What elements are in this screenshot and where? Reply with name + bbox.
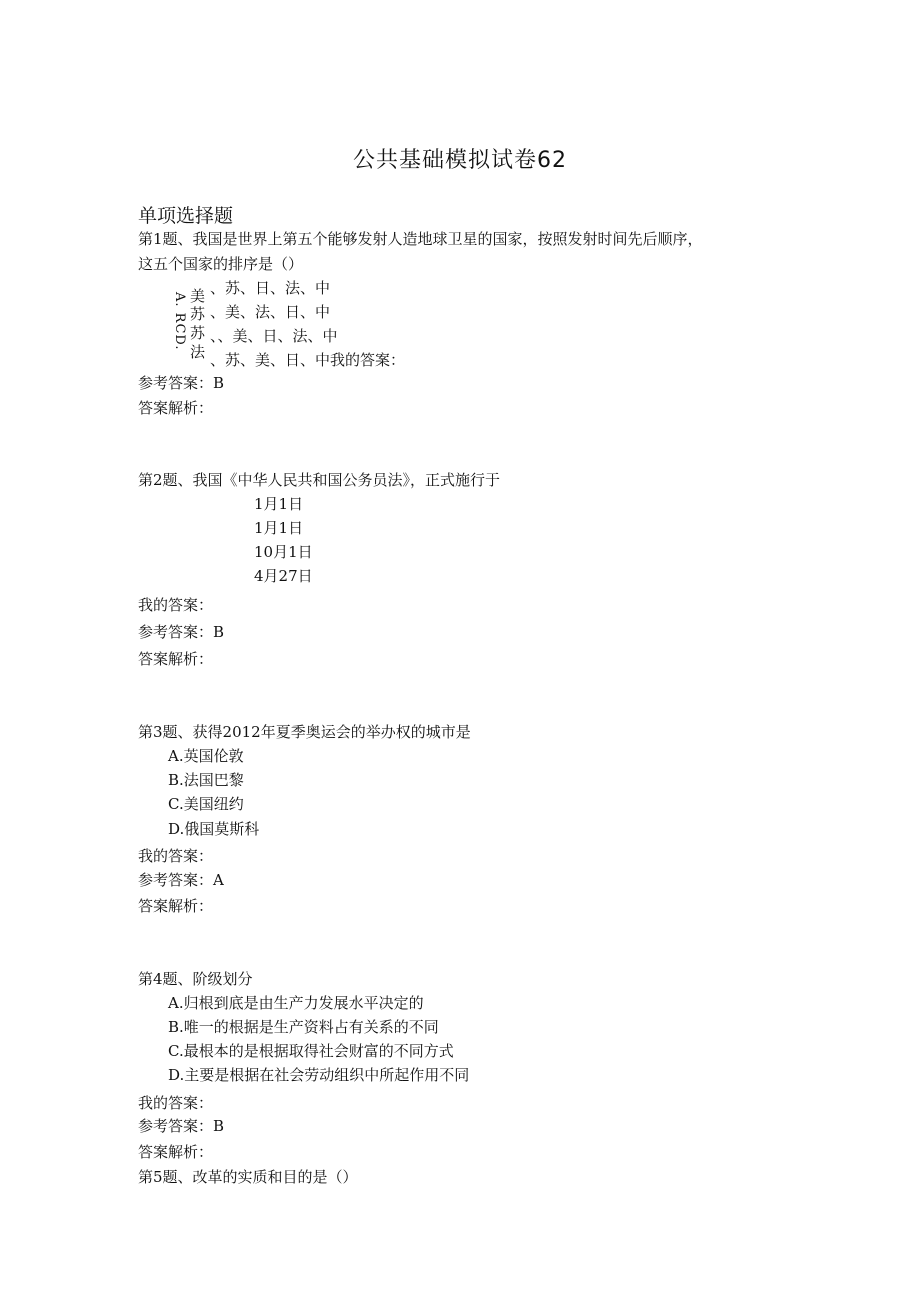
q4-ref-answer: 参考答案：B — [138, 1117, 225, 1135]
q1-option: 、苏、日、法、中 — [210, 279, 331, 297]
q4-explanation: 答案解析： — [138, 1143, 214, 1161]
q5-stem: 第5题、改革的实质和目的是（） — [138, 1168, 358, 1186]
q4-my-answer: 我的答案： — [138, 1094, 214, 1112]
q1-ref-answer: 参考答案：B — [138, 374, 225, 392]
q1-option-first-char: 法 — [190, 343, 206, 361]
q3-my-answer: 我的答案： — [138, 847, 214, 865]
q1-stem-line2: 这五个国家的排序是（） — [138, 255, 304, 273]
q3-option-b: B.法国巴黎 — [168, 771, 244, 789]
q2-explanation: 答案解析： — [138, 650, 214, 668]
q1-option: 、美、法、日、中 — [210, 303, 331, 321]
q1-option: 、苏、美、日、中我的答案： — [210, 351, 406, 369]
q2-stem: 第2题、我国《中华人民共和国公务员法》，正式施行于 — [138, 471, 501, 489]
q2-option: 10月1日 — [254, 543, 313, 561]
q4-stem: 第4题、阶级划分 — [138, 970, 253, 988]
q2-my-answer: 我的答案： — [138, 596, 214, 614]
page-title: 公共基础模拟试卷62 — [353, 148, 567, 173]
q3-option-c: C.美国纽约 — [168, 795, 244, 813]
q3-stem: 第3题、获得2012年夏季奥运会的举办权的城市是 — [138, 723, 471, 741]
q4-option-b: B.唯一的根据是生产资料占有关系的不同 — [168, 1018, 439, 1036]
q3-explanation: 答案解析： — [138, 897, 214, 915]
q1-option-first-char: 苏 — [190, 305, 206, 323]
q3-option-a: A.英国伦敦 — [168, 747, 244, 765]
section-heading: 单项选择题 — [138, 205, 234, 227]
q1-option-label: A. RCD. — [172, 292, 187, 351]
q2-ref-answer: 参考答案：B — [138, 623, 225, 641]
q3-ref-answer: 参考答案：A — [138, 871, 224, 889]
q4-option-c: C.最根本的是根据取得社会财富的不同方式 — [168, 1042, 454, 1060]
q4-option-a: A.归根到底是由生产力发展水平决定的 — [168, 994, 424, 1012]
q3-option-d: D.俄国莫斯科 — [168, 820, 260, 838]
q1-stem-line1: 第1题、我国是世界上第五个能够发射人造地球卫星的国家，按照发射时间先后顺序， — [138, 230, 703, 248]
q1-option: 、、美、日、法、中 — [210, 327, 338, 345]
q1-option-first-char: 美 — [190, 287, 206, 305]
q2-option: 1月1日 — [254, 495, 304, 513]
q1-explanation: 答案解析： — [138, 399, 214, 417]
q2-option: 1月1日 — [254, 519, 304, 537]
q1-option-first-char: 苏 — [190, 324, 206, 342]
q2-option: 4月27日 — [254, 567, 313, 585]
q4-option-d: D.主要是根据在社会劳动组织中所起作用不同 — [168, 1066, 470, 1084]
